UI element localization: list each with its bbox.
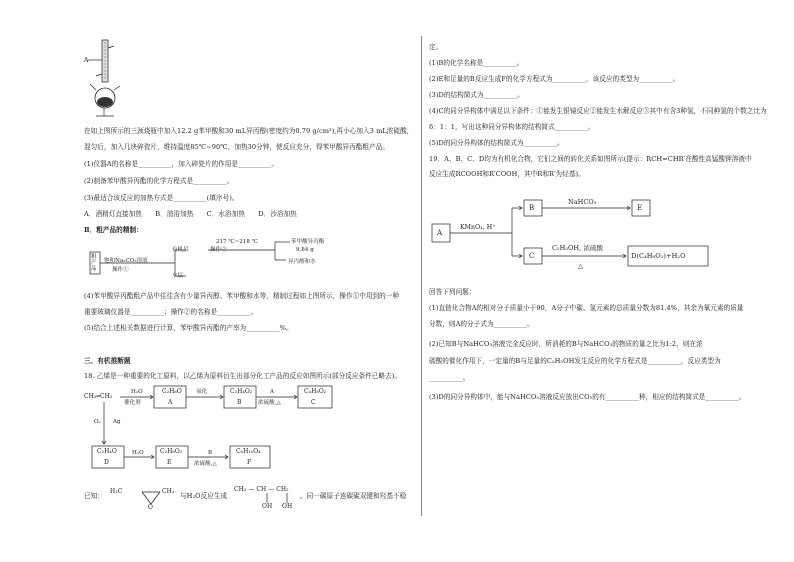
known-react-text: 与H₂O反应生成 <box>180 492 228 500</box>
question-4-line-2: 重要玻璃仪器是__________；操作②的名称是__________。 <box>84 308 258 316</box>
compound-c6h10o4: C₆H₁₀O₄ <box>236 448 261 455</box>
right-continuation: 定。 <box>429 43 443 51</box>
flow-byproduct: 异丙醇和水 <box>288 259 316 265</box>
water-label: H₂O <box>131 389 143 395</box>
answer-1-line-2: 分数，则A的分子式为__________。 <box>429 320 534 328</box>
answer-2-line-2: 硫酸的催化作用下，一定量的B与足量的C₂H₅OH发生反应的化学方程式是__________，反应类型为 <box>429 357 721 365</box>
apparatus-illustration <box>82 40 132 120</box>
scheme2-C: C <box>529 252 535 260</box>
flow-reagent: 饱和Na₂CO₃溶液 <box>104 258 148 264</box>
diol-chain: CH₃ — CH — CH₂ <box>234 486 289 493</box>
section-organic-inference: 三、有机推断题 <box>84 357 131 365</box>
scheme2-E: E <box>637 204 643 212</box>
scheme2-B: B <box>529 204 535 212</box>
acid-heat-label-2: 浓硫酸,△ <box>194 461 217 467</box>
oxidation-label: 氧化 <box>196 389 208 395</box>
ethylene-scheme <box>84 384 344 484</box>
oxygen-label: O₂ <box>94 419 101 425</box>
svg-text:A: A <box>84 57 89 64</box>
compound-F: F <box>247 459 252 466</box>
scheme2-D: D(C₄H₈O₂)+H₂O <box>631 252 686 260</box>
catalyst-label: 催化剂 <box>124 400 141 406</box>
flow-op2: 操作② <box>210 247 227 253</box>
silver-label: Ag <box>113 419 121 425</box>
flow-mass: 9.84 g <box>296 247 314 253</box>
scheme2-reagent: KMnO₄, H⁺ <box>460 224 496 231</box>
right-q4-line-2: 6：1：1，写出这种同分异构体的结构简式__________。 <box>429 123 595 131</box>
question-2: (2)制备苯甲酸异丙酯的化学方程式是__________。 <box>84 177 234 185</box>
question-3: (3)最适合该反应的加热方式是__________(填序号)。 <box>84 194 239 202</box>
compound-D: D <box>104 459 109 466</box>
compound-c2h6o: C₂H₆O <box>162 388 182 395</box>
answer-2-line-3: __________。 <box>429 374 470 382</box>
right-q4-line-1: (4)C的同分异构体中满足以下条件：①能发生银镜反应②能发生水解反应③其中有含3种氢，不同种氢的个数之比为 <box>429 107 767 115</box>
answer-intro: 回答下列问题： <box>429 288 476 296</box>
diol-oh-2: OH <box>282 503 293 510</box>
intro-line-2: 混匀后，加入几块碎瓷片，维持温度85℃~90℃，加热30分钟，使反应充分，得苯甲酸异丙酯粗产品。 <box>84 143 390 151</box>
ethylene-label: CH₂═CH₂ <box>84 393 113 400</box>
intro-line-1: 在如上图所示的三颈烧瓶中加入12.2 g苯甲酸和30 mL异丙醇(密度约为0.79 g/cm³),再小心加入3 mL浓硫酸, <box>84 127 409 135</box>
epoxide-ch2: CH₂ <box>162 488 175 495</box>
compound-c4h8o2: C₄H₈O₂ <box>304 388 327 395</box>
compound-c2h4o: C₂H₄O <box>97 448 117 455</box>
right-q2: (2)E和足量的B反应生成F的化学方程式为__________，该反应的类型为__________。 <box>429 75 680 83</box>
oxidation-scheme <box>430 196 720 276</box>
scheme2-A: A <box>437 229 443 237</box>
answer-1-line-1: (1)直链化合物A的相对分子质量小于90，A分子中碳、氢元素的总质量分数为81.4%，其余为氧元素的质量 <box>429 304 744 312</box>
epoxide-h2c: H₂C <box>110 488 123 495</box>
flow-product: 苯甲酸异丙酯 <box>291 239 325 245</box>
question-4-line-1: (4)苯甲酸异丙酯粗产品中往往含有少量异丙醇、苯甲酸和水等，精制过程如上图所示，操作①中用到的一种 <box>84 292 400 300</box>
flow-organic: 有机层 <box>172 247 189 253</box>
right-q1: (1)B的化学名称是__________。 <box>429 59 524 67</box>
flow-temp: 217 ℃~218 ℃ <box>216 239 258 245</box>
water-label-2: H₂O <box>132 450 144 456</box>
right-q5: (5)D的同分异构体的结构简式为__________。 <box>429 139 564 147</box>
section-purification: Ⅱ．粗产品的精制： <box>84 226 143 234</box>
diol-oh-1: OH <box>262 503 273 510</box>
scheme2-heat: △ <box>578 262 584 270</box>
question-3-options: A．酒精灯直接加热 B．油浴加热 C．水浴加热 D．沙浴加热 <box>84 210 297 218</box>
compound-A: A <box>168 399 173 406</box>
answer-3: (3)D的同分异构体中，能与NaHCO₃溶液反应放出CO₂的有__________种，相应的结构简式是__________。 <box>429 393 746 401</box>
known-label: 已知： <box>84 492 104 500</box>
arrow-reagent-B: B <box>208 450 213 456</box>
arrow-reagent-A: A <box>270 389 275 395</box>
question-18: 18. 乙烯是一种重要的化工原料，以乙烯为原料衍生出部分化工产品的反应如图所示(部分反应条件已略去)。 <box>84 372 401 380</box>
compound-c2h6o2: C₂H₆O₂ <box>160 448 183 455</box>
scheme2-nahco3: NaHCO₃ <box>568 198 597 206</box>
question-19-line-2: 反应生成RCOOH和R′COOH，其中R和R′为烃基)。 <box>429 170 585 178</box>
column-divider <box>421 36 422 516</box>
acid-heat-label: 浓硫酸,△ <box>258 400 281 406</box>
right-q3: (3)D的结构简式为__________。 <box>429 91 524 99</box>
known-tail: 。同一碳原子连碳碳双键和羟基不稳 <box>300 492 407 500</box>
question-1: (1)仪器A的名称是__________，加入碎瓷片的作用是__________。 <box>84 160 279 168</box>
flow-crude: 粗产品 <box>91 254 97 272</box>
compound-C: C <box>311 399 316 406</box>
epoxide-o: O <box>148 504 153 511</box>
flow-op1: 操作① <box>112 267 129 273</box>
compound-B: B <box>237 399 242 406</box>
answer-2-line-1: (2)已知B与NaHCO₃溶液完全反应时，所消耗的B与NaHCO₃的物质的量之比为1:2，则在浓 <box>429 340 703 348</box>
question-5: (5)结合上述相关数据进行计算，苯甲酸异丙酯的产率为__________%。 <box>84 324 293 332</box>
compound-c2h4o2: C₂H₄O₂ <box>230 388 253 395</box>
scheme2-ethanol: C₂H₅OH, 浓硫酸 <box>552 244 604 252</box>
question-19-line-1: 19．A、B、C、D均为有机化合物，它们之间的转化关系如图所示(提示：RCH=CHR′在酸性高锰酸钾溶液中 <box>429 155 752 163</box>
compound-E: E <box>167 459 172 466</box>
flow-aqueous: 水层 <box>172 273 184 279</box>
